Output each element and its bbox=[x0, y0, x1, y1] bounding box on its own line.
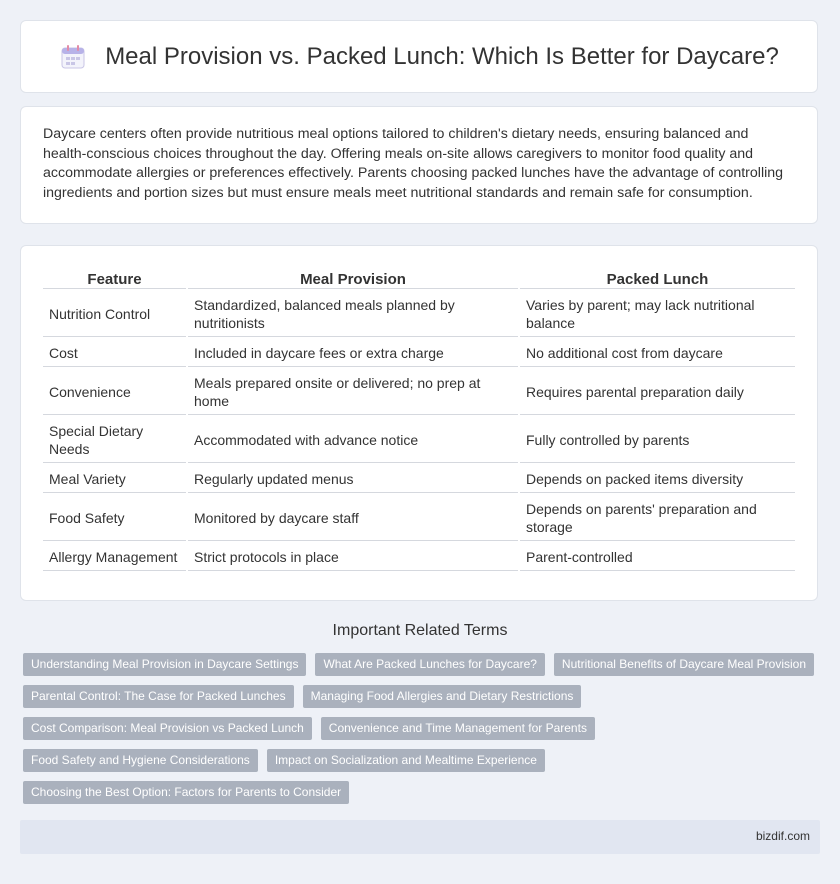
table-cell: Depends on packed items diversity bbox=[520, 465, 795, 493]
table-cell: Standardized, balanced meals planned by nutritionists bbox=[188, 291, 518, 337]
table-row bbox=[43, 465, 795, 493]
related-term-tag[interactable]: Parental Control: The Case for Packed Lunches bbox=[23, 685, 294, 708]
table-row bbox=[43, 495, 795, 541]
table-header-row bbox=[43, 268, 795, 289]
table-cell: Cost bbox=[43, 339, 186, 367]
table-cell: Food Safety bbox=[43, 495, 186, 541]
table-cell: Monitored by daycare staff bbox=[188, 495, 518, 541]
related-term-tag[interactable]: Cost Comparison: Meal Provision vs Packed Lunch bbox=[23, 717, 312, 740]
table-cell: Accommodated with advance notice bbox=[188, 417, 518, 463]
table-row bbox=[43, 543, 795, 571]
comparison-table bbox=[41, 266, 797, 573]
header-feature: Feature bbox=[43, 268, 186, 289]
table-cell: Nutrition Control bbox=[43, 291, 186, 337]
table-row bbox=[43, 369, 795, 415]
related-term-tag[interactable]: Choosing the Best Option: Factors for Parents to Consider bbox=[23, 781, 349, 804]
related-term-tag[interactable]: Impact on Socialization and Mealtime Experience bbox=[267, 749, 545, 772]
table-cell: Included in daycare fees or extra charge bbox=[188, 339, 518, 367]
related-term-tag[interactable]: Managing Food Allergies and Dietary Restrictions bbox=[303, 685, 582, 708]
footer-site-link[interactable]: bizdif.com bbox=[755, 829, 810, 843]
page-title: Meal Provision vs. Packed Lunch: Which Is Better for Daycare? bbox=[105, 42, 779, 70]
footer bbox=[20, 820, 820, 854]
table-cell: Parent-controlled bbox=[520, 543, 795, 571]
related-term-tag[interactable]: Understanding Meal Provision in Daycare Settings bbox=[23, 653, 306, 676]
table-cell: Regularly updated menus bbox=[188, 465, 518, 493]
table-row bbox=[43, 417, 795, 463]
title-wrap bbox=[59, 43, 779, 71]
intro-card bbox=[20, 106, 818, 224]
table-cell: Meals prepared onsite or delivered; no prep at home bbox=[188, 369, 518, 415]
table-row bbox=[43, 339, 795, 367]
table-cell: Depends on parents' preparation and storage bbox=[520, 495, 795, 541]
related-term-tag[interactable]: Food Safety and Hygiene Considerations bbox=[23, 749, 258, 772]
table-cell: Fully controlled by parents bbox=[520, 417, 795, 463]
table-cell: Allergy Management bbox=[43, 543, 186, 571]
intro-paragraph: Daycare centers often provide nutritious meal options tailored to children's dietary needs, ensuring balanced and health-conscious choices throughout the day. Offering meals on-site allows caregivers to monitor food quality and accommodate allergies or preferences effectively. Parents choosing packed lunches have the advantage of controlling ingredients and portion sizes but must ensure meals meet nutritional standards and remain safe for consumption. bbox=[43, 126, 784, 201]
related-term-tag[interactable]: Nutritional Benefits of Daycare Meal Provision bbox=[554, 653, 814, 676]
related-term-tag[interactable]: What Are Packed Lunches for Daycare? bbox=[315, 653, 544, 676]
table-cell: No additional cost from daycare bbox=[520, 339, 795, 367]
table-cell: Special Dietary Needs bbox=[43, 417, 186, 463]
table-cell: Meal Variety bbox=[43, 465, 186, 493]
header-meal-provision: Meal Provision bbox=[188, 268, 518, 289]
table-cell: Convenience bbox=[43, 369, 186, 415]
title-card bbox=[20, 20, 818, 93]
related-terms-list bbox=[23, 653, 823, 813]
table-cell: Strict protocols in place bbox=[188, 543, 518, 571]
table-cell: Varies by parent; may lack nutritional balance bbox=[520, 291, 795, 337]
header-packed-lunch: Packed Lunch bbox=[520, 268, 795, 289]
table-cell: Requires parental preparation daily bbox=[520, 369, 795, 415]
related-term-tag[interactable]: Convenience and Time Management for Parents bbox=[321, 717, 595, 740]
calendar-icon bbox=[59, 43, 87, 71]
related-terms-title: Important Related Terms bbox=[332, 622, 508, 639]
table-card bbox=[20, 245, 818, 601]
table-row bbox=[43, 291, 795, 337]
